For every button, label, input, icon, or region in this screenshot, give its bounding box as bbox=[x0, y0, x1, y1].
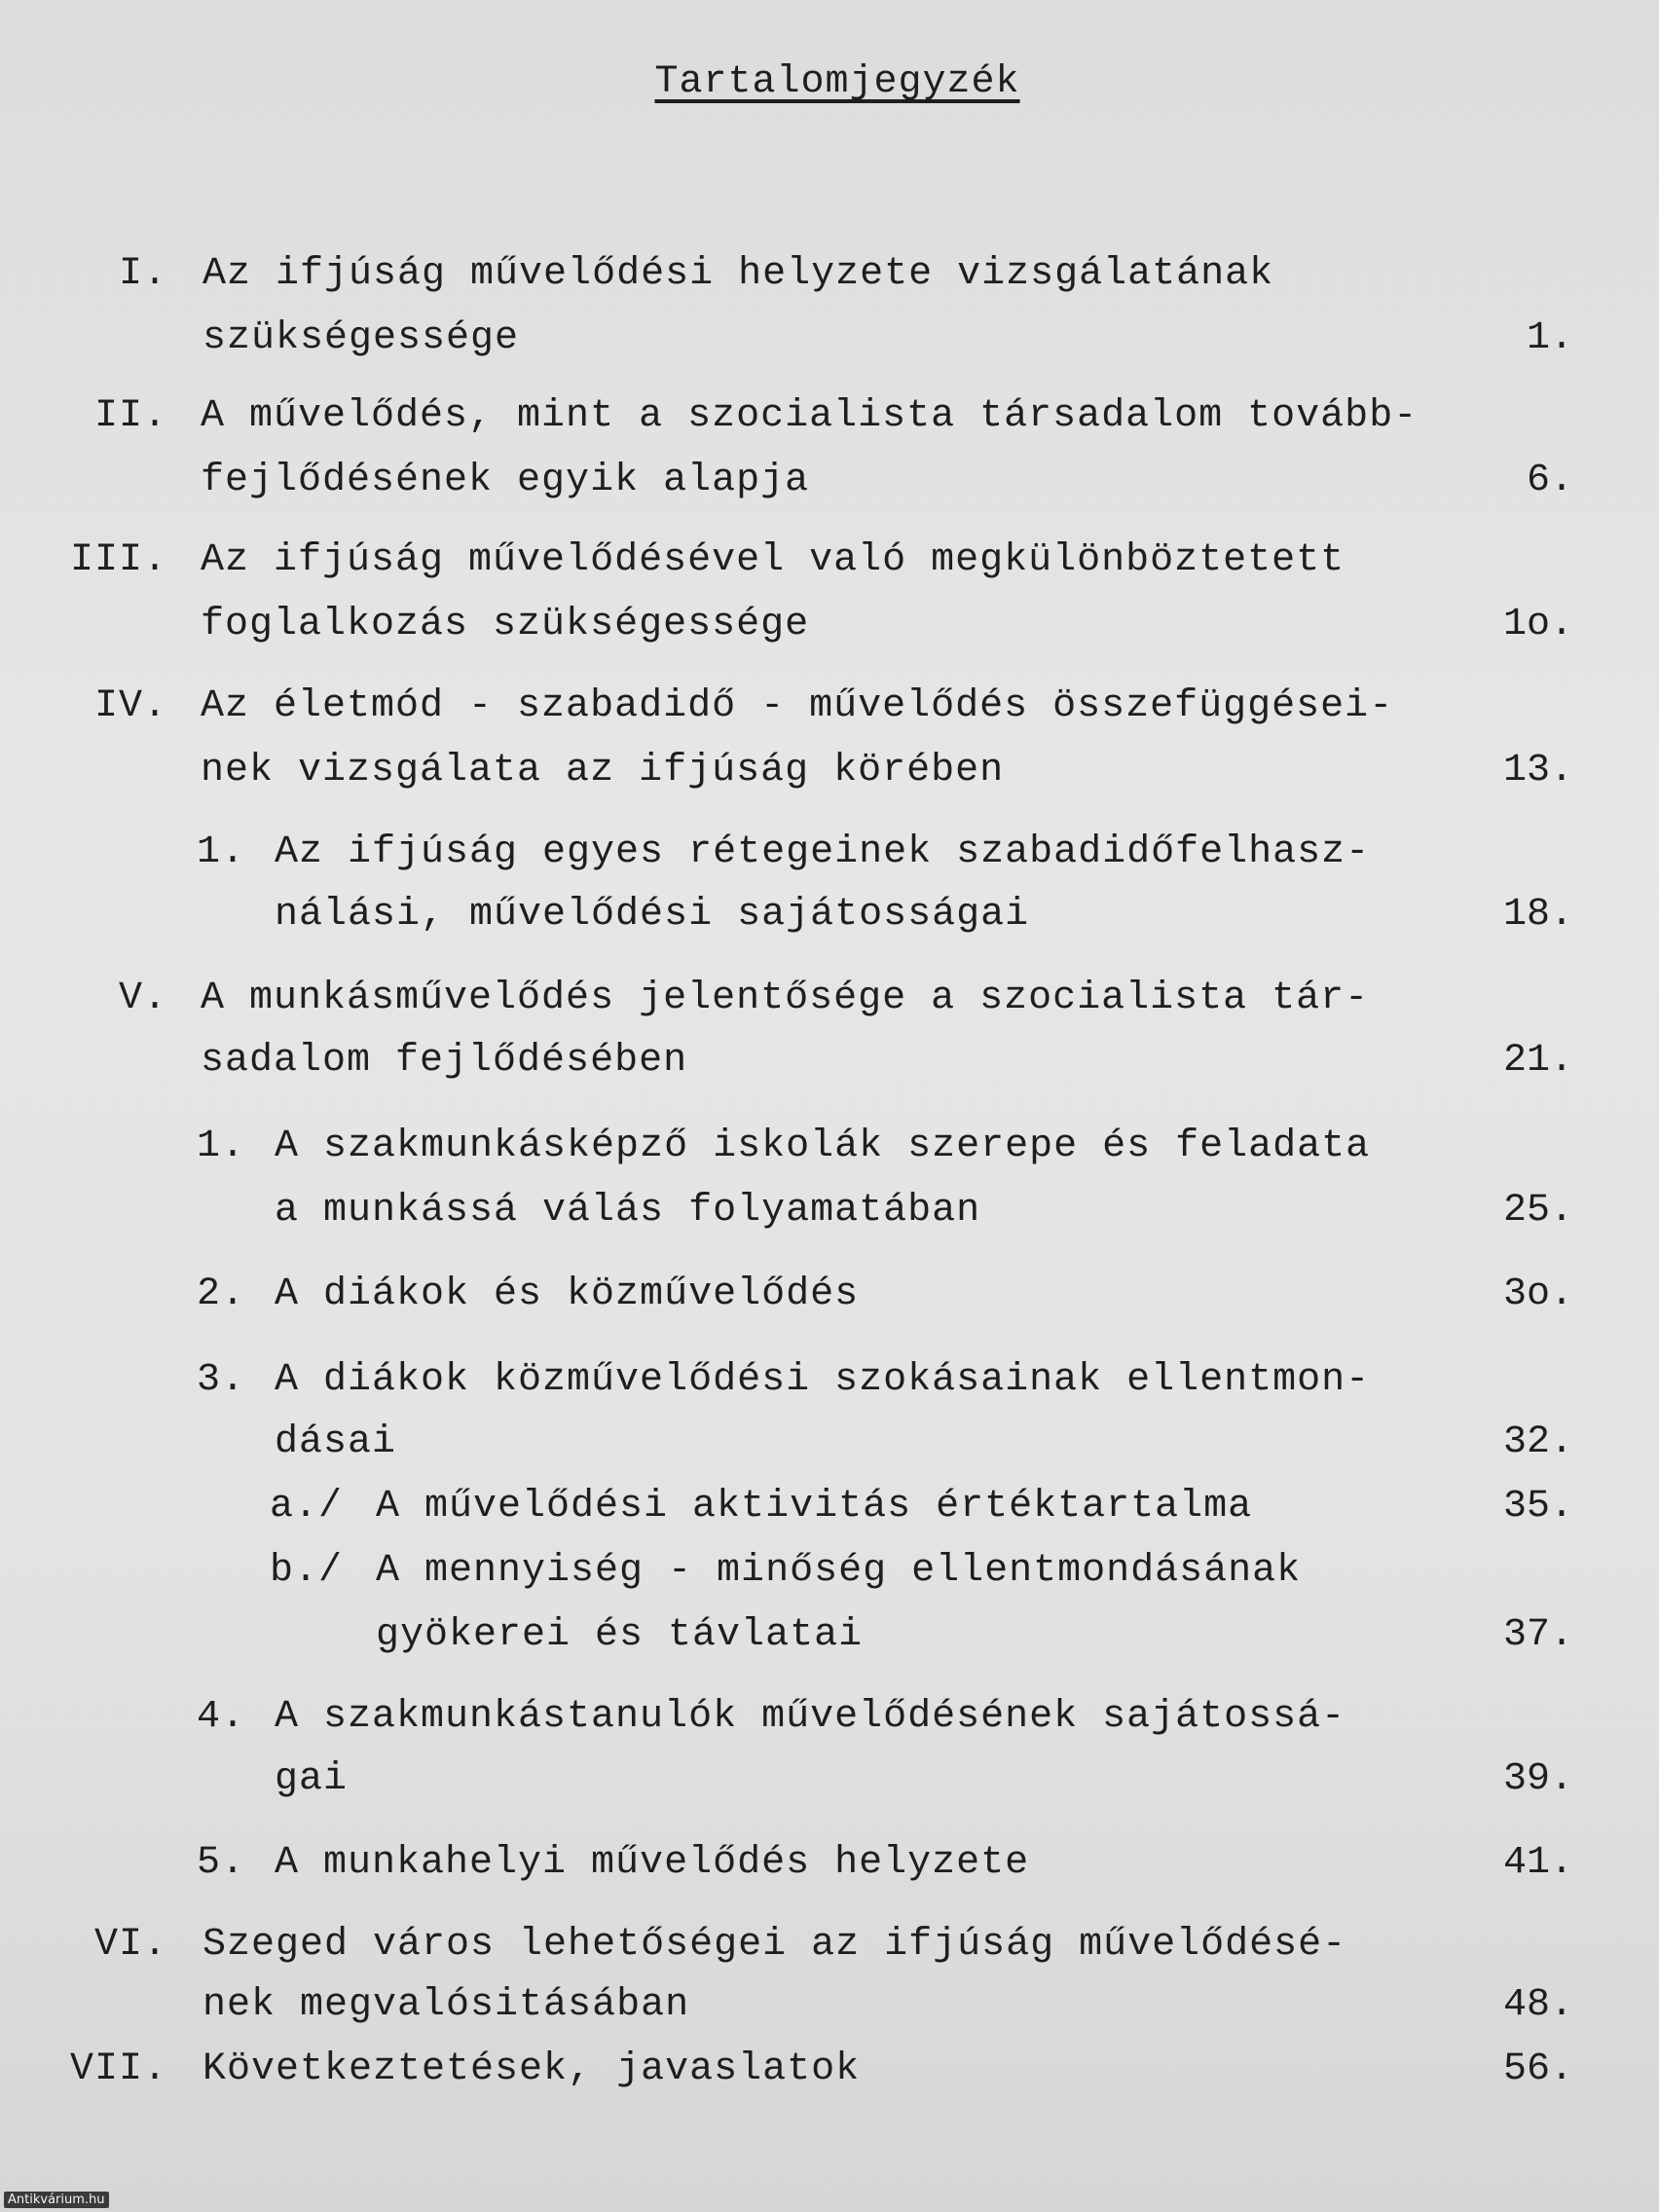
toc-entry-title-line: Szeged város lehetőségei az ifjúság művelődésé- bbox=[203, 1923, 1347, 1967]
toc-entry-number: 1. bbox=[196, 830, 245, 874]
toc-entry-page-number: 21. bbox=[1502, 1039, 1573, 1083]
toc-entry-title-line: nálási, művelődési sajátosságai bbox=[275, 893, 1030, 937]
toc-entry-title-line: A művelődési aktivitás értéktartalma bbox=[376, 1485, 1253, 1529]
watermark-badge: Antikvárium.hu bbox=[4, 2192, 109, 2208]
toc-entry-title-line: szükségessége bbox=[203, 316, 520, 360]
toc-entry-page-number: 48. bbox=[1502, 1983, 1573, 2027]
toc-entry-number: VI. bbox=[93, 1923, 167, 1967]
toc-entry-number: III. bbox=[69, 538, 167, 582]
toc-entry-title-line: gyökerei és távlatai bbox=[376, 1613, 864, 1657]
toc-entry-title-line: A munkahelyi művelődés helyzete bbox=[275, 1841, 1030, 1885]
toc-entry-number: V. bbox=[118, 977, 167, 1020]
toc-entry-title-line: nek vizsgálata az ifjúság körében bbox=[201, 749, 1005, 793]
toc-entry-number: b./ bbox=[269, 1549, 343, 1593]
toc-entry-title-line: Következtetések, javaslatok bbox=[203, 2047, 861, 2091]
toc-entry-page-number: 1. bbox=[1526, 316, 1573, 360]
toc-entry-number: a./ bbox=[269, 1485, 343, 1529]
toc-entry-title-line: fejlődésének egyik alapja bbox=[201, 459, 810, 502]
toc-entry-title-line: Az ifjúság művelődésével való megkülönböztetett bbox=[201, 538, 1346, 582]
toc-entry-page-number: 37. bbox=[1502, 1613, 1573, 1657]
toc-entry-number: 2. bbox=[196, 1272, 245, 1316]
toc-entry-page-number: 56. bbox=[1502, 2047, 1573, 2091]
toc-entry-title-line: a munkássá válás folyamatában bbox=[275, 1189, 981, 1233]
toc-entry-number: IV. bbox=[93, 684, 167, 728]
toc-entry-title-line: A diákok és közművelődés bbox=[275, 1272, 860, 1316]
toc-entry-page-number: 25. bbox=[1502, 1189, 1573, 1233]
toc-entry-number: 4. bbox=[196, 1695, 245, 1739]
toc-entry-number: VII. bbox=[69, 2047, 167, 2091]
toc-entry-title-line: sadalom fejlődésében bbox=[201, 1039, 688, 1083]
toc-entry-title-line: Az ifjúság egyes rétegeinek szabadidőfelhasz- bbox=[275, 830, 1371, 874]
toc-entry-number: 3. bbox=[196, 1358, 245, 1402]
toc-entry-page-number: 18. bbox=[1502, 893, 1573, 937]
toc-entry-title-line: A művelődés, mint a szocialista társadalom tovább- bbox=[201, 394, 1419, 438]
toc-entry-title-line: A szakmunkásképző iskolák szerepe és feladata bbox=[275, 1124, 1371, 1168]
toc-entry-page-number: 13. bbox=[1502, 749, 1573, 793]
toc-entry-title-line: Az életmód - szabadidő - művelődés összefüggései- bbox=[201, 684, 1394, 728]
toc-entry-title-line: A szakmunkástanulók művelődésének sajátossá- bbox=[275, 1695, 1346, 1739]
toc-entry-page-number: 1o. bbox=[1502, 603, 1573, 646]
toc-entry-title-line: Az ifjúság művelődési helyzete vizsgálatának bbox=[203, 252, 1274, 296]
toc-entry-title-line: foglalkozás szükségessége bbox=[201, 603, 810, 646]
toc-entry-title-line: A munkásművelődés jelentősége a szocialista tár- bbox=[201, 977, 1370, 1020]
toc-entry-page-number: 32. bbox=[1502, 1420, 1573, 1464]
toc-entry-title-line: A mennyiség - minőség ellentmondásának bbox=[376, 1549, 1302, 1593]
page-title: Tartalomjegyzék bbox=[654, 60, 1020, 104]
toc-entry-title-line: A diákok közművelődési szokásainak ellentmon- bbox=[275, 1358, 1371, 1402]
toc-entry-page-number: 41. bbox=[1502, 1841, 1573, 1885]
toc-entry-number: II. bbox=[93, 394, 167, 438]
toc-entry-number: 1. bbox=[196, 1124, 245, 1168]
toc-entry-page-number: 39. bbox=[1502, 1757, 1573, 1801]
toc-entry-page-number: 3o. bbox=[1502, 1272, 1573, 1316]
toc-entry-title-line: nek megvalósitásában bbox=[203, 1983, 690, 2027]
toc-entry-page-number: 35. bbox=[1502, 1485, 1573, 1529]
toc-entry-number: I. bbox=[118, 252, 167, 296]
toc-entry-number: 5. bbox=[196, 1841, 245, 1885]
toc-entry-page-number: 6. bbox=[1526, 459, 1573, 502]
toc-entry-title-line: gai bbox=[275, 1757, 349, 1801]
toc-entry-title-line: dásai bbox=[275, 1420, 397, 1464]
